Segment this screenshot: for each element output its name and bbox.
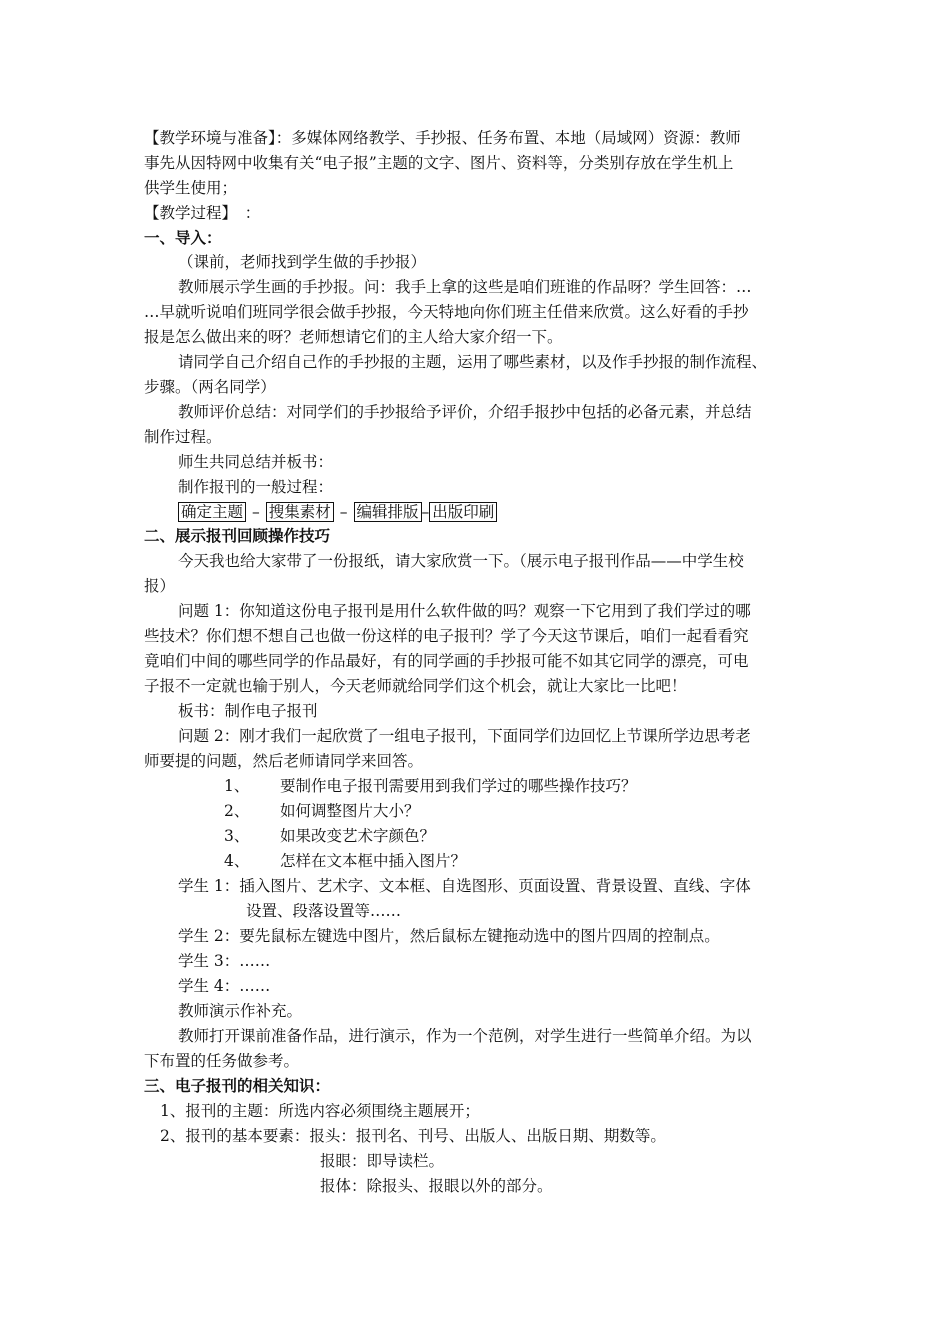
section-2-title: 二、展示报刊回顾操作技巧 [144,526,331,545]
s1-p5: 制作报刊的一般过程： [178,478,334,496]
teacher-open-line1: 教师打开课前准备作品，进行演示，作为一个范例，对学生进行一些简单介绍。为以 [178,1027,752,1045]
s1-p2-line2: 步骤。（两名同学） [144,378,276,396]
flow-step-layout: 编辑排版 [354,502,422,522]
s2-board: 板书：制作电子报刊 [178,702,318,720]
s1-p1-line3: 报是怎么做出来的呀？老师想请它们的主人给大家介绍一下。 [144,328,563,346]
student-1-line2: 设置、段落设置等…… [246,902,402,920]
section-3-title: 三、电子报刊的相关知识： [144,1076,331,1095]
s3-item-2: 2、报刊的基本要素：报头：报刊名、刊号、出版人、出版日期、期数等。 [160,1127,666,1145]
process-flow [178,500,497,524]
student-2: 学生 2：要先鼠标左键选中图片，然后鼠标左键拖动选中的图片四周的控制点。 [178,927,720,945]
list-item-text: 怎样在文本框中插入图片？ [280,852,467,870]
list-item-num: 3、 [224,827,250,845]
flow-step-publish: 出版印刷 [429,502,497,522]
env-line-3: 供学生使用； [144,179,238,197]
s3-item-2-body: 报体：除报头、报眼以外的部分。 [320,1177,553,1195]
s1-p4: 师生共同总结并板书： [178,453,334,471]
s1-p1-line2: …早就听说咱们班同学很会做手抄报，今天特地向你们班主任借来欣赏。这么好看的手抄 [144,303,749,321]
s3-item-1: 1、报刊的主题：所选内容必须围绕主题展开； [160,1102,480,1120]
env-line-2: 事先从因特网中收集有关“电子报”主题的文字、图片、资料等，分类别存放在学生机上 [144,154,734,172]
list-item-num: 4、 [224,852,250,870]
section-1-title: 一、导入： [144,228,222,247]
s2-q1-line1: 问题 1：你知道这份电子报刊是用什么软件做的吗？观察一下它用到了我们学过的哪 [178,602,751,620]
student-1-line1: 学生 1：插入图片、艺术字、文本框、自选图形、页面设置、背景设置、直线、字体 [178,877,751,895]
flow-arrow: – [252,503,260,521]
list-item-text: 要制作电子报刊需要用到我们学过的哪些操作技巧？ [280,777,637,795]
s2-q2-line2: 师要提的问题，然后老师请同学来回答。 [144,752,424,770]
flow-step-collect: 搜集素材 [266,502,334,522]
s1-intro: （课前，老师找到学生做的手抄报） [178,253,427,271]
s2-q1-line2: 些技术？你们想不想自己也做一份这样的电子报刊？学了今天这节课后，咱们一起看看究 [144,627,749,645]
list-item-num: 2、 [224,802,250,820]
flow-step-topic: 确定主题 [178,502,246,522]
s1-p3-line2: 制作过程。 [144,428,222,446]
flow-arrow: – [339,503,348,521]
s2-q1-line4: 子报不一定就也输于别人，今天老师就给同学们这个机会，就让大家比一比吧！ [144,677,687,695]
process-heading: 【教学过程】 ： [144,204,261,222]
list-item-text: 如何调整图片大小？ [280,802,420,820]
s1-p2-line1: 请同学自己介绍自己作的手抄报的主题，运用了哪些素材，以及作手抄报的制作流程、 [178,353,768,371]
list-item-num: 1、 [224,777,250,795]
student-3: 学生 3：…… [178,952,271,970]
s2-q1-line3: 竟咱们中间的哪些同学的作品最好，有的同学画的手抄报可能不如其它同学的漂亮，可电 [144,652,749,670]
list-item-text: 如果改变艺术字颜色？ [280,827,436,845]
teacher-open-line2: 下布置的任务做参考。 [144,1052,300,1070]
flow-arrow: – [421,503,430,521]
s2-p1-line1: 今天我也给大家带了一份报纸，请大家欣赏一下。（展示电子报刊作品——中学生校 [178,552,744,570]
s2-q2-line1: 问题 2：刚才我们一起欣赏了一组电子报刊，下面同学们边回忆上节课所学边思考老 [178,727,751,745]
s1-p3-line1: 教师评价总结：对同学们的手抄报给予评价，介绍手报抄中包括的必备元素，并总结 [178,403,752,421]
env-line-1: 【教学环境与准备】：多媒体网络教学、手抄报、任务布置、本地（局域网）资源：教师 [144,129,741,147]
s2-p1-line2: 报） [144,577,176,595]
teacher-demo: 教师演示作补充。 [178,1002,303,1020]
s1-p1-line1: 教师展示学生画的手抄报。问：我手上拿的这些是咱们班谁的作品呀？学生回答：… [178,278,752,296]
student-4: 学生 4：…… [178,977,271,995]
s3-item-2-eye: 报眼：即导读栏。 [320,1152,445,1170]
